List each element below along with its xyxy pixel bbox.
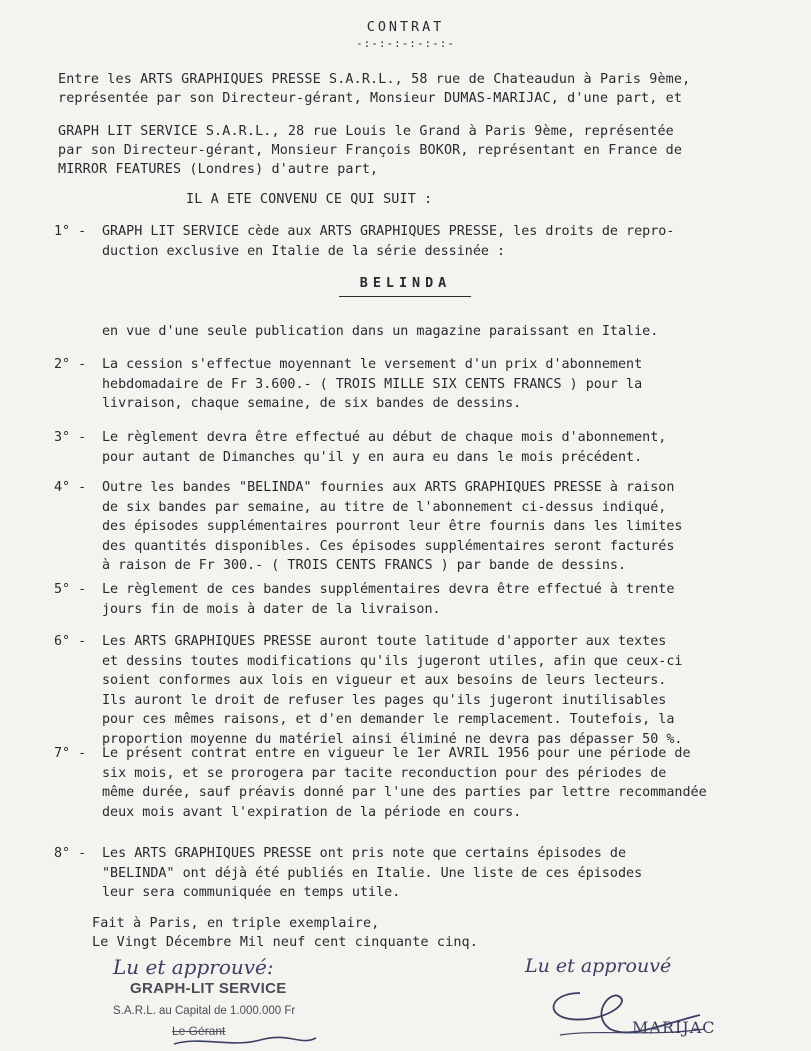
stamp-capital: S.A.R.L. au Capital de 1.000.000 Fr	[113, 1005, 296, 1017]
clause-text: Les ARTS GRAPHIQUES PRESSE ont pris note que certains épisodes de "BELINDA" ont déjà été publiés en Italie. Une liste de ces épisodes leur sera communiquée en temps utile.	[102, 846, 643, 900]
intro-line-5: MIRROR FEATURES (Londres) d'autre part,	[58, 162, 379, 177]
clause-text: Le règlement devra être effectué au début de chaque mois d'abonnement, pour autant de Dimanches qu'il y en aura eu dans le mois précédent.	[102, 430, 667, 465]
intro-line-4: par son Directeur-gérant, Monsieur François BOKOR, représentant en France de	[58, 143, 683, 158]
intro-line-3: GRAPH LIT SERVICE S.A.R.L., 28 rue Louis le Grand à Paris 9ème, représentée	[58, 124, 674, 139]
series-title-underline	[339, 296, 471, 297]
clause-text: Les ARTS GRAPHIQUES PRESSE auront toute latitude d'apporter aux textes et dessins toutes modifications qu'ils jugeront utiles, afin que ceux-ci soient conformes aux lois en vigueur et aux besoins de leurs lecteurs. Ils auront le droit de refuser les pages qu'ils jugeront inutilisables pour ces mêmes raisons, et d'en demander le remplacement. Toutefois, la proportion moyenne du matériel ainsi éliminé ne devra pas dépasser 50 %.	[102, 634, 683, 747]
clause-text: La cession s'effectue moyennant le versement d'un prix d'abonnement hebdomadaire de Fr 3.600.- ( TROIS MILLE SIX CENTS FRANCS ) pour la livraison, chaque semaine, de six bandes de dessins.	[102, 357, 643, 411]
left-handwritten-approval: Lu et approuvé:	[113, 955, 274, 979]
clause-number: 7° -	[54, 746, 87, 761]
stamp-role: Le Gérant	[172, 1024, 226, 1038]
closing-line-1: Fait à Paris, en triple exemplaire,	[92, 916, 380, 931]
clause-text: Outre les bandes "BELINDA" fournies aux ARTS GRAPHIQUES PRESSE à raison de six bandes par semaine, au titre de l'abonnement ci-dessus indiqué, des épisodes supplémentaires pourront leur être fournis dans les limites des quantités disponibles. Ces épisodes supplémentaires seront facturés à raison de Fr 300.- ( TROIS CENTS FRANCS ) par bande de dessins.	[102, 480, 683, 573]
left-signature-scribble	[170, 1032, 320, 1051]
stamp-company-name: GRAPH-LIT SERVICE	[130, 980, 287, 997]
title-rule: -:-:-:-:-:-:-	[355, 37, 456, 50]
closing-line-2: Le Vingt Décembre Mil neuf cent cinquante cinq.	[92, 935, 478, 950]
clause-text: en vue d'une seule publication dans un magazine paraissant en Italie.	[102, 324, 659, 339]
clause-number: 8° -	[54, 846, 87, 861]
clause-text: Le présent contrat entre en vigueur le 1er AVRIL 1956 pour une période de six mois, et se prorogera par tacite reconduction pour des périodes de même durée, sauf préavis donné par l'une des parties par lettre recommandée deux mois avant l'expiration de la période en cours.	[102, 746, 707, 820]
clause-number: 2° -	[54, 357, 87, 372]
convenu-heading: IL A ETE CONVENU CE QUI SUIT :	[186, 192, 433, 207]
intro-line-2: représentée par son Directeur-gérant, Monsieur DUMAS-MARIJAC, d'une part, et	[58, 91, 683, 106]
clause-text: GRAPH LIT SERVICE cède aux ARTS GRAPHIQUES PRESSE, les droits de repro- duction exclusive en Italie de la série dessinée :	[102, 224, 675, 259]
document-title: CONTRAT	[366, 20, 445, 35]
clause-number: 1° -	[54, 224, 87, 239]
series-title: BELINDA	[359, 276, 452, 291]
clause-number: 5° -	[54, 582, 87, 597]
clause-number: 3° -	[54, 430, 87, 445]
intro-line-1: Entre les ARTS GRAPHIQUES PRESSE S.A.R.L., 58 rue de Chateaudun à Paris 9ème,	[58, 72, 691, 87]
right-signature-name: MARIJAC	[632, 1018, 716, 1037]
clause-number: 6° -	[54, 634, 87, 649]
clause-number: 4° -	[54, 480, 87, 495]
right-handwritten-approval: Lu et approuvé	[525, 955, 672, 977]
clause-text: Le règlement de ces bandes supplémentaires devra être effectué à trente jours fin de mois à dater de la livraison.	[102, 582, 675, 617]
